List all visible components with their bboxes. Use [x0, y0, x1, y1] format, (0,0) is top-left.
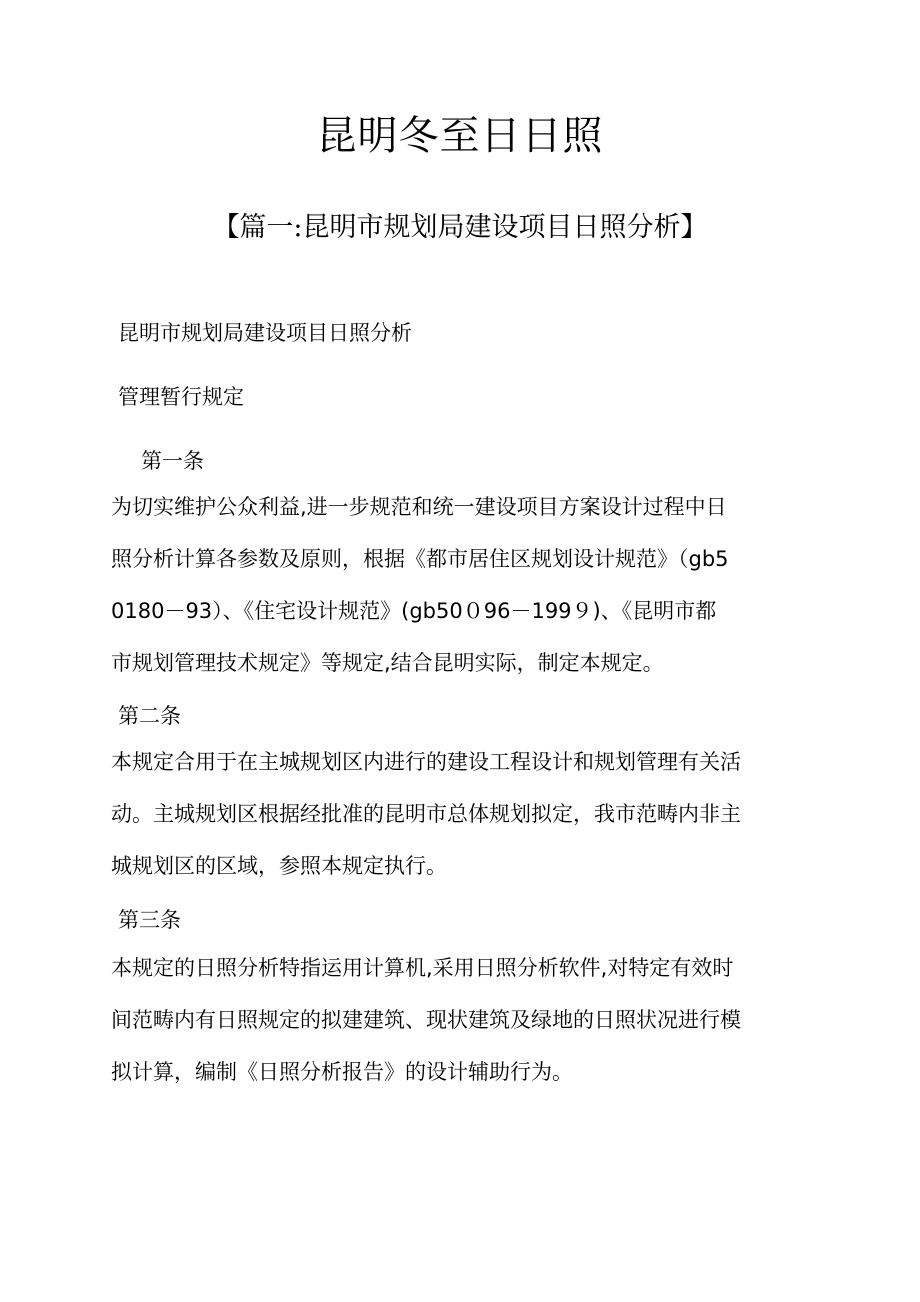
document-subtitle: 【篇一:昆明市规划局建设项目日照分析】	[212, 212, 708, 243]
article-3-line: 间范畴内有日照规定的拟建建筑、现状建筑及绿地的日照状况进行模	[111, 1008, 741, 1032]
article-2-body	[111, 736, 816, 892]
article-1-line: 市规划管理技术规定》等规定,结合昆明实际，制定本规定。	[111, 651, 664, 675]
article-2-line: 本规定合用于在主城规划区内进行的建设工程设计和规划管理有关活	[111, 750, 741, 774]
article-1-line: 照分析计算各参数及原则，根据《都市居住区规划设计规范》（gb5	[111, 547, 729, 571]
article-2-line: 城规划区的区域，参照本规定执行。	[111, 854, 447, 878]
article-1-body	[111, 481, 816, 689]
article-3-body	[111, 942, 816, 1098]
article-3-line: 拟计算，编制《日照分析报告》的设计辅助行为。	[111, 1060, 573, 1084]
document-title: 昆明冬至日日照	[316, 113, 604, 159]
article-2-line: 动。主城规划区根据经批准的昆明市总体规划拟定，我市范畴内非主	[111, 802, 741, 826]
article-1-line: 0180－93）、《住宅设计规范》(gb50０96－199９)、《昆明市都	[111, 599, 717, 623]
article-2-label: 第二条	[118, 704, 181, 728]
article-3-line: 本规定的日照分析特指运用计算机,采用日照分析软件,对特定有效时	[111, 956, 734, 980]
section-heading: 昆明市规划局建设项目日照分析	[118, 321, 412, 345]
article-1-line: 为切实维护公众利益,进一步规范和统一建设项目方案设计过程中日	[111, 495, 727, 519]
article-3-label: 第三条	[118, 908, 181, 932]
article-1-label: 第一条	[141, 449, 204, 473]
section-subheading: 管理暂行规定	[118, 385, 244, 409]
